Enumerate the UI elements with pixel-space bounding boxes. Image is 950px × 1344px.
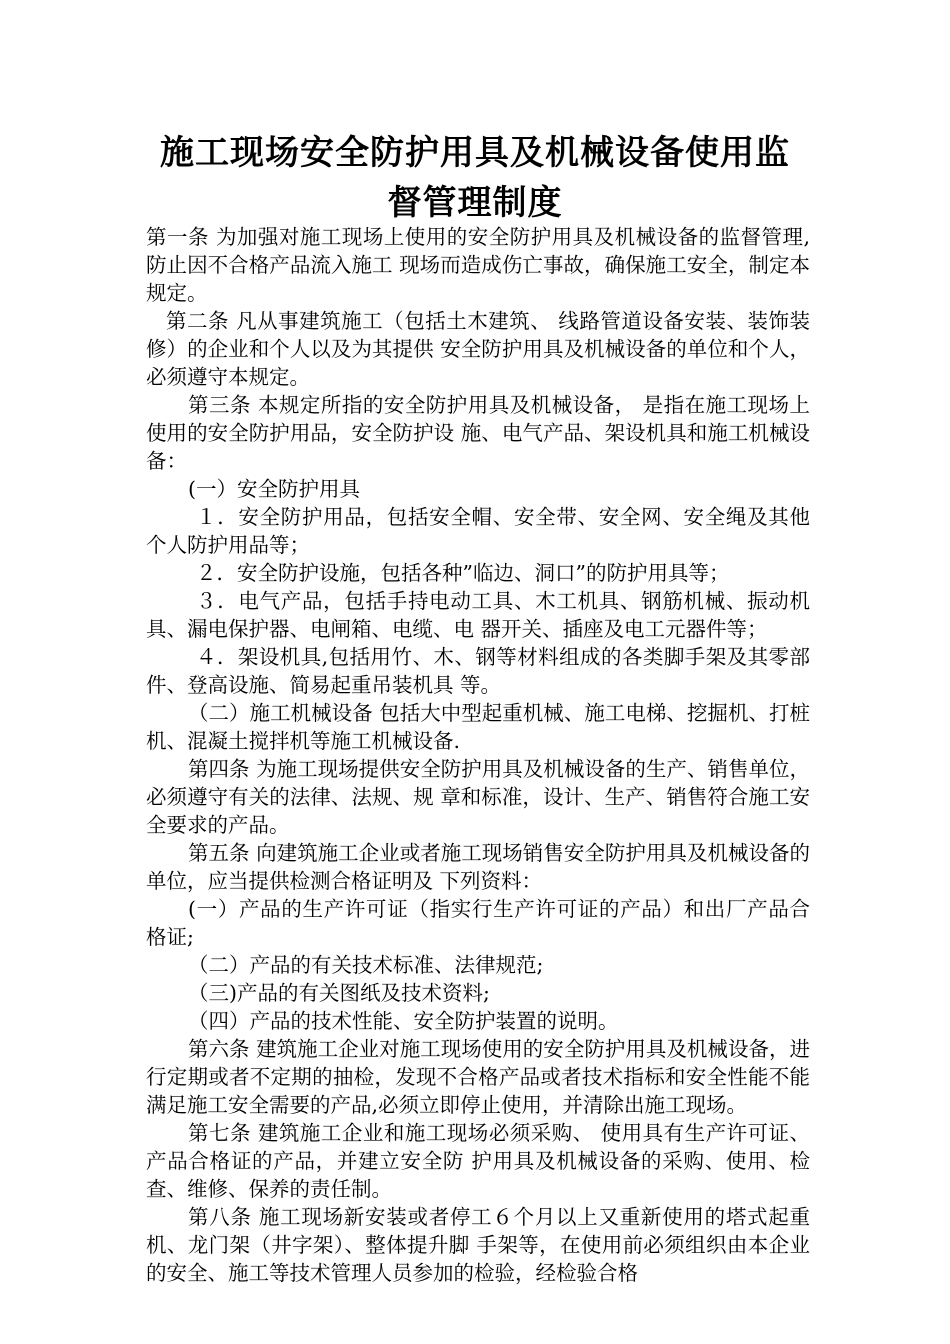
list-item-3: ３．电气产品，包括手持电动工具、木工机具、钢筋机械、振动机具、漏电保护器、电闸箱、电缆、电 器开关、插座及电工元器件等； (146, 589, 810, 641)
material-item-1: (一）产品的生产许可证（指实行生产许可证的产品）和出厂产品合格证; (146, 897, 810, 949)
list-item-2: ２．安全防护设施，包括各种”临边、洞口”的防护用具等； (196, 561, 730, 585)
title-line-1: 施工现场安全防护用具及机械设备使用监 (160, 133, 790, 173)
material-item-3: （三)产品的有关图纸及技术资料; (188, 981, 490, 1005)
material-item-4: （四）产品的技术性能、安全防护装置的说明。 (188, 1009, 619, 1033)
material-item-2: （二）产品的有关技术标准、法律规范; (188, 953, 544, 977)
document-body (146, 223, 810, 1287)
section-2-paragraph: （二）施工机械设备 包括大中型起重机械、施工电梯、挖掘机、打桩机、混凝土搅拌机等施工机械设备. (146, 701, 810, 753)
article-5-paragraph: 第五条 向建筑施工企业或者施工现场销售安全防护用具及机械设备的单位，应当提供检测合格证明及 下列资料： (146, 841, 810, 893)
article-4-paragraph: 第四条 为施工现场提供安全防护用具及机械设备的生产、销售单位，必须遵守有关的法律、法规、规 章和标准，设计、生产、销售符合施工安全要求的产品。 (146, 757, 810, 837)
article-7-paragraph: 第七条 建筑施工企业和施工现场必须采购、 使用具有生产许可证、产品合格证的产品，并建立安全防 护用具及机械设备的采购、使用、检查、维修、保养的责任制。 (146, 1121, 810, 1201)
article-3-paragraph: 第三条 本规定所指的安全防护用具及机械设备， 是指在施工现场上使用的安全防护用品，安全防护设 施、电气产品、架设机具和施工机械设备： (146, 393, 810, 473)
list-item-4: ４．架设机具,包括用竹、木、钢等材料组成的各类脚手架及其零部件、登高设施、简易起重吊装机具 等。 (146, 645, 810, 697)
article-8-paragraph: 第八条 施工现场新安装或者停工６个月以上又重新使用的塔式起重机、龙门架（井字架）、整体提升脚 手架等，在使用前必须组织由本企业的安全、施工等技术管理人员参加的检验，经检验合格 (146, 1205, 810, 1285)
article-6-paragraph: 第六条 建筑施工企业对施工现场使用的安全防护用具及机械设备，进行定期或者不定期的抽检，发现不合格产品或者技术指标和安全性能不能满足施工安全需要的产品,必须立即停止使用，并清除出施工现场。 (146, 1037, 810, 1117)
article-1-paragraph: 第一条 为加强对施工现场上使用的安全防护用具及机械设备的监督管理,防止因不合格产品流入施工 现场而造成伤亡事故，确保施工安全，制定本规定。 (146, 225, 810, 305)
article-2-paragraph: 第二条 凡从事建筑施工（包括土木建筑、 线路管道设备安装、装饰装修）的企业和个人以及为其提供 安全防护用具及机械设备的单位和个人，必须遵守本规定。 (146, 309, 810, 389)
section-1-heading: (一）安全防护用具 (188, 477, 360, 501)
document-title (140, 128, 810, 228)
title-line-2: 督管理制度 (387, 183, 563, 223)
list-item-1: １．安全防护用品，包括安全帽、安全带、安全网、安全绳及其他个人防护用品等； (146, 505, 810, 557)
